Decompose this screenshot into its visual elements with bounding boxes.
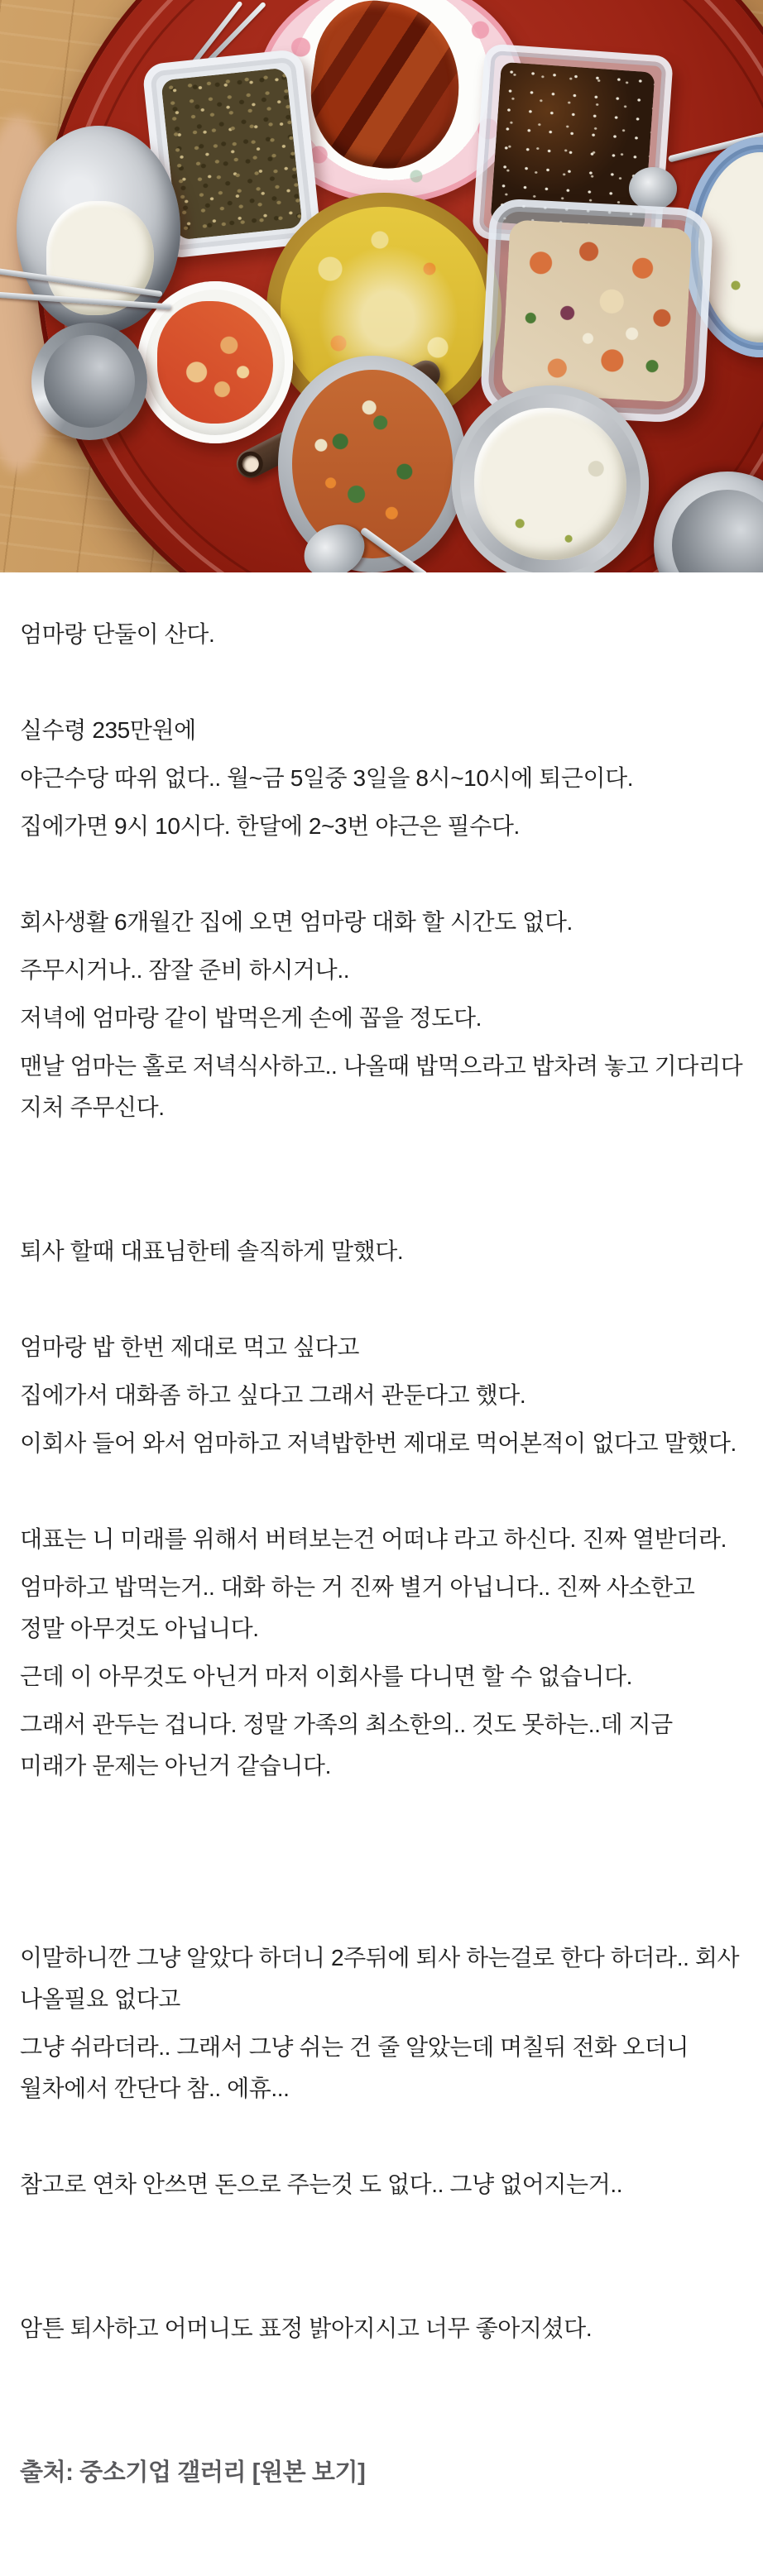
post-body — [0, 572, 763, 2493]
post-paragraph: 엄마하고 밥먹는거.. 대화 하는 거 진짜 별거 아닙니다.. 진짜 사소한고 정말 아무것도 아닙니다. — [20, 1574, 695, 1641]
post-paragraph: 회사생활 6개월간 집에 오면 엄마랑 대화 할 시간도 없다. — [20, 909, 573, 935]
dish-sausage-stirfry-container — [479, 198, 713, 424]
post-paragraph — [20, 2356, 743, 2397]
meal-photo — [0, 0, 763, 572]
post-paragraph: 엄마랑 단둘이 산다. — [20, 621, 215, 647]
post-paragraph: 그냥 쉬라더라.. 그래서 그냥 쉬는 건 줄 알았는데 며칠뒤 전화 오더니 월차에서 깐단다 참.. 에휴... — [20, 2034, 689, 2101]
post-paragraph: 실수령 235만원에 — [20, 717, 196, 743]
source-line — [20, 2452, 743, 2493]
post-paragraph — [20, 2260, 743, 2301]
post-paragraph: 참고로 연차 안쓰면 돈으로 주는것 도 없다.. 그냥 없어지는거.. — [20, 2171, 623, 2197]
post-paragraph: 엄마랑 밥 한번 제대로 먹고 싶다고 — [20, 1334, 359, 1360]
post-paragraph: 근데 이 아무것도 아닌거 마저 이회사를 다니면 할 수 없습니다. — [20, 1664, 632, 1689]
post-paragraph — [20, 1279, 743, 1320]
post-paragraph: 그래서 관두는 겁니다. 정말 가족의 최소한의.. 것도 못하는..데 지금 미래가 문제는 아닌거 같습니다. — [20, 1712, 673, 1779]
steel-cup — [31, 323, 147, 440]
post-paragraph: 대표는 니 미래를 위해서 버텨보는건 어떠냐 라고 하신다. 진짜 열받더라. — [20, 1526, 727, 1552]
post-paragraph — [20, 2404, 743, 2445]
dish-rice-plate-bottom — [452, 385, 649, 572]
spoon — [629, 167, 677, 210]
view-original-link[interactable]: [원본 보기] — [252, 2459, 366, 2486]
post-paragraph — [20, 1793, 743, 1835]
post-paragraph: 집에가서 대화좀 하고 싶다고 그래서 관둔다고 했다. — [20, 1382, 526, 1408]
post-paragraph — [20, 2116, 743, 2157]
post-paragraph — [20, 1841, 743, 1883]
post-paragraph — [20, 662, 743, 703]
source-label: 출처: 중소기업 갤러리 — [20, 2459, 247, 2486]
post-paragraph: 이말하니깐 그냥 알았다 하더니 2주뒤에 퇴사 하는걸로 한다 하더라.. 회사 나올필요 없다고 — [20, 1945, 740, 2012]
post-paragraph: 맨날 엄마는 홀로 저녁식사하고.. 나올때 밥먹으라고 밥차려 놓고 기다리다 지처 주무신다. — [20, 1053, 743, 1120]
post-paragraph — [20, 1135, 743, 1176]
post-paragraph — [20, 1889, 743, 1931]
post-paragraph: 저녁에 엄마랑 같이 밥먹은게 손에 꼽을 정도다. — [20, 1005, 482, 1031]
post-paragraph: 집에가면 9시 10시다. 한달에 2~3번 야근은 필수다. — [20, 813, 520, 839]
post-paragraph — [20, 854, 743, 895]
post-paragraph: 암튼 퇴사하고 어머니도 표정 밝아지시고 너무 좋아지셨다. — [20, 2315, 593, 2341]
post-paragraph: 야근수당 따위 없다.. 월~금 5일중 3일을 8시~10시에 퇴근이다. — [20, 765, 634, 791]
post-paragraphs — [20, 614, 743, 2445]
post-paragraph — [20, 2212, 743, 2253]
post-paragraph — [20, 1183, 743, 1224]
post-paragraph — [20, 1471, 743, 1512]
post-paragraph: 주무시거나.. 잠잘 준비 하시거나.. — [20, 957, 350, 983]
post-paragraph: 퇴사 할때 대표님한테 솔직하게 말했다. — [20, 1238, 404, 1264]
post-paragraph: 이회사 들어 와서 엄마하고 저녁밥한번 제대로 먹어본적이 없다고 말했다. — [20, 1430, 737, 1456]
